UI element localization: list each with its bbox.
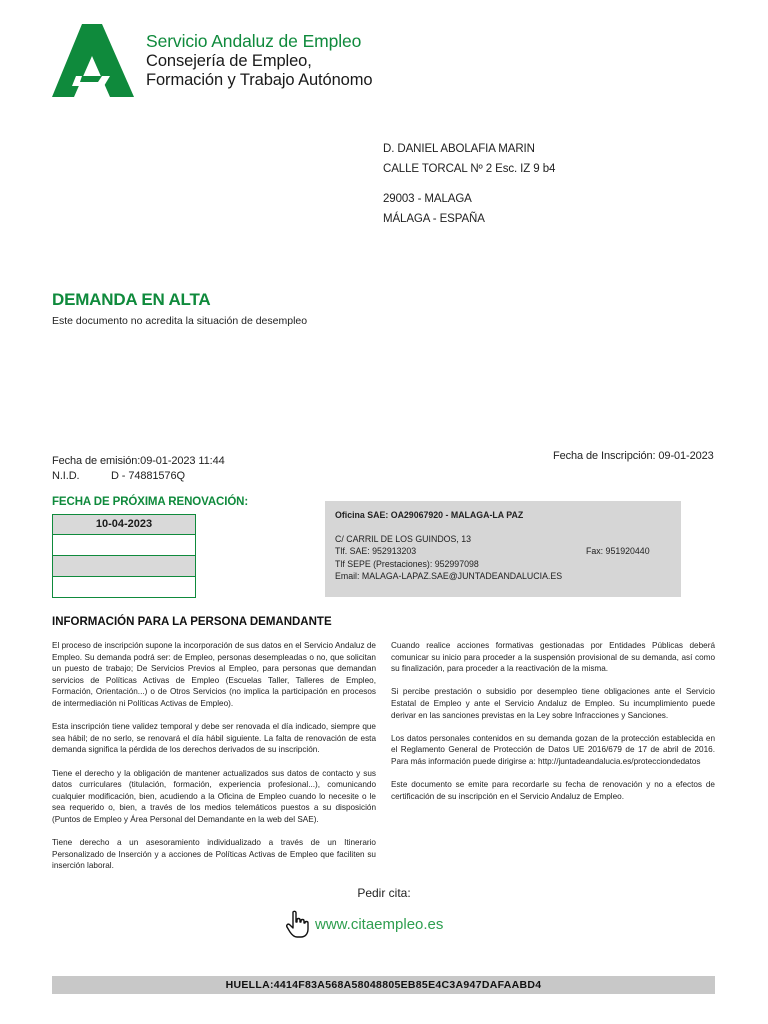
renewal-date-cell: 10-04-2023 <box>52 514 196 535</box>
office-phone: Tlf. SAE: 952913203 <box>335 546 417 556</box>
inscription-date: Fecha de Inscripción: 09-01-2023 <box>553 450 714 462</box>
renewal-date-cell <box>52 577 196 598</box>
dept-line1: Consejería de Empleo, <box>146 51 312 70</box>
huella-fingerprint: HUELLA:4414F83A568A58048805EB85E4C3A947DAFAABD4 <box>52 976 715 994</box>
info-paragraph: Esta inscripción tiene validez temporal y debe ser renovada el día indicado, siempre que sea hábil; de no serlo, se renovará el día hábil siguiente. La falta de renovación de esta demanda significa la pérdida de los derechos derivados de su inscripción. <box>52 722 376 755</box>
pointing-hand-icon <box>285 910 309 938</box>
office-address: C/ CARRIL DE LOS GUINDOS, 13 <box>335 534 472 544</box>
recipient-name: D. DANIEL ABOLAFIA MARIN <box>383 143 535 155</box>
info-paragraph: Tiene derecho a un asesoramiento individualizado a través de un Itinerario Personalizado de Inserción y a acciones de Políticas Activas de Empleo que faciliten su inserción laboral. <box>52 838 376 871</box>
cita-link[interactable]: www.citaempleo.es <box>315 915 444 933</box>
office-fax: Fax: 951920440 <box>586 546 650 556</box>
renewal-table <box>52 514 196 598</box>
dept-line2: Formación y Trabajo Autónomo <box>146 71 373 90</box>
document-title: DEMANDA EN ALTA <box>52 290 211 309</box>
info-paragraph: Cuando realice acciones formativas gestionadas por Entidades Públicas deberá comunicar su inicio para proceder a la suspensión provisional de su demanda, así como su finalización, para proceder a la reactivación de la misma. <box>391 641 715 674</box>
recipient-province-country: MÁLAGA - ESPAÑA <box>383 213 485 225</box>
cita-link-wrap[interactable] <box>285 910 443 938</box>
logo-text <box>146 31 372 91</box>
info-right-column <box>391 640 715 814</box>
nid-value: D - 74881576Q <box>111 470 185 482</box>
junta-andalucia-logo-icon <box>52 24 134 98</box>
info-paragraph: Si percibe prestación o subsidio por desempleo tiene obligaciones ante el Servicio Estatal de Empleo y ante el Servicio Andaluz de Empleo. Su incumplimiento puede derivar en las sanciones previstas en la Ley sobre Infracciones y Sanciones. <box>391 687 715 720</box>
info-paragraph: Los datos personales contenidos en su demanda gozan de la protección establecida en el Reglamento General de Protección de Datos UE 2016/679 de 17 de abril de 2016. Para más información puede dirigirse a: http://juntadeandalucia.es/protecciondedatos <box>391 733 715 766</box>
office-email: Email: MALAGA-LAPAZ.SAE@JUNTADEANDALUCIA.ES <box>335 571 563 581</box>
pedir-cita-label: Pedir cita: <box>357 886 411 900</box>
nid-label: N.I.D. <box>52 470 80 482</box>
emission-date: Fecha de emisión:09-01-2023 11:44 <box>52 455 225 467</box>
recipient-postal-city: 29003 - MALAGA <box>383 193 472 205</box>
info-paragraph: El proceso de inscripción supone la incorporación de sus datos en el Servicio Andaluz de Empleo. Su demanda podrá ser: de Empleo, personas desempleadas o no, que solicitan un puesto de trabajo; De Servicios Previos al Empleo, para personas que demandan servicios de Políticas Activas de Empleo (Escuelas Taller, Talleres de Empleo, Formación, Orientación...) o de Otros Servicios (no implica la participación en procesos de intermediación ni Políticas Activas de Empleo). <box>52 641 376 708</box>
recipient-street: CALLE TORCAL Nº 2 Esc. IZ 9 b4 <box>383 163 556 175</box>
info-left-column <box>52 640 376 883</box>
info-title: INFORMACIÓN PARA LA PERSONA DEMANDANTE <box>52 616 332 628</box>
info-paragraph: Tiene el derecho y la obligación de mantener actualizados sus datos de contacto y sus datos curriculares (titulación, formación, experiencia profesional...), comunicando cualquier modificación, bien, acudiendo a la Oficina de Empleo cuando lo necesite o le sea requerido o, bien, a través de los medios telemáticos puestos a su disposición (Puntos de Empleo y Área Personal del Demandante en la web del SAE). <box>52 768 376 824</box>
org-name: Servicio Andaluz de Empleo <box>146 31 362 51</box>
document-subtitle: Este documento no acredita la situación de desempleo <box>52 315 308 327</box>
renewal-date-cell <box>52 556 196 577</box>
office-sepe-phone: Tlf SEPE (Prestaciones): 952997098 <box>335 559 479 569</box>
renewal-title: FECHA DE PRÓXIMA RENOVACIÓN: <box>52 496 249 508</box>
office-info-box <box>325 501 681 597</box>
renewal-date-cell <box>52 535 196 556</box>
info-paragraph: Este documento se emite para recordarle su fecha de renovación y no a efectos de certificación de su inscripción en el Servicio Andaluz de Empleo. <box>391 780 715 801</box>
office-name: Oficina SAE: OA29067920 - MALAGA-LA PAZ <box>335 510 524 520</box>
